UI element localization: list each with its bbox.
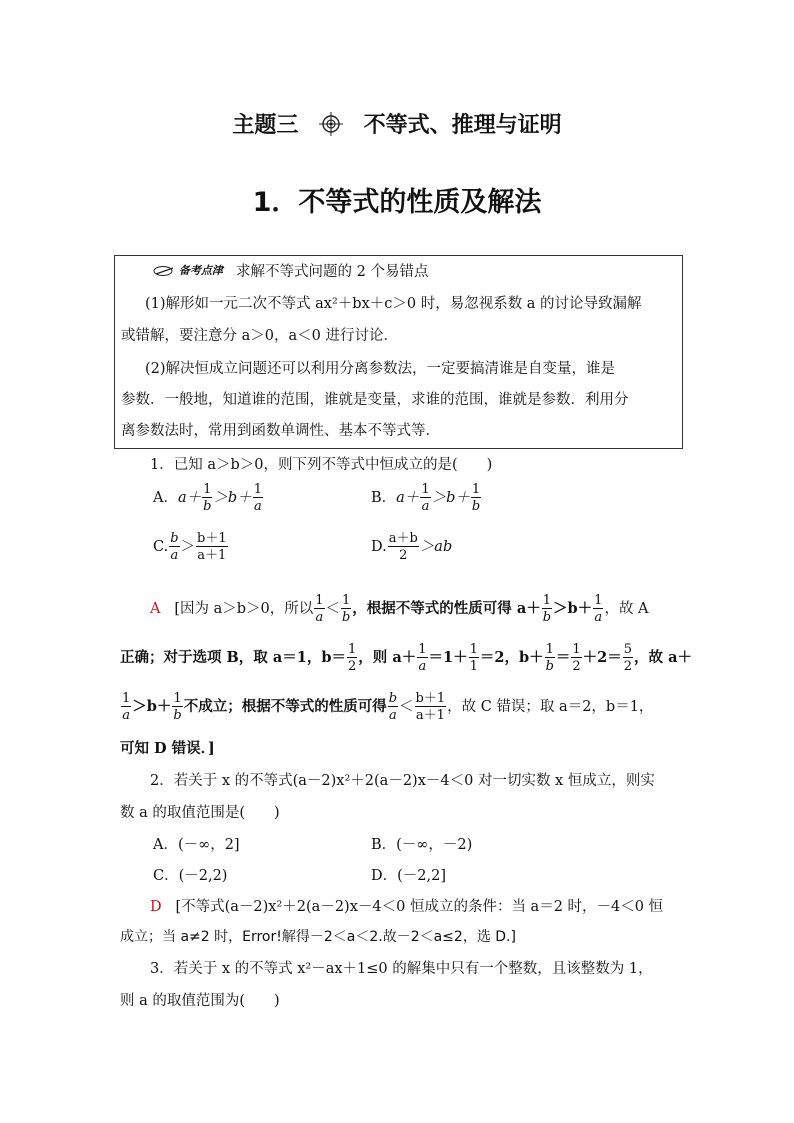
fraction: [341, 594, 351, 624]
math-var: a: [122, 708, 131, 723]
q1-explanation-line4: 可知 D 错误．]: [120, 740, 215, 757]
fraction: [469, 643, 479, 673]
math-var: a: [421, 499, 430, 514]
denominator: [172, 707, 182, 722]
denominator: 1: [469, 659, 478, 674]
numerator: 1: [421, 482, 430, 497]
denominator: [341, 609, 351, 624]
q3-stem-line2: 则 a 的取值范围为( ): [120, 993, 280, 1009]
q1-option-b: [371, 483, 482, 513]
denominator: [542, 609, 552, 624]
exp-text: ，故 a＋: [634, 649, 692, 666]
numerator: b＋1: [415, 691, 446, 706]
denominator: [420, 498, 430, 513]
notes-tag-text: 备考点津: [178, 264, 223, 277]
math-text: a＋: [396, 490, 420, 506]
exp-text: ，故 A: [604, 601, 649, 617]
math-text: ＞b＋: [213, 490, 252, 506]
fraction: [471, 483, 481, 513]
numerator: 5: [623, 642, 633, 657]
q2-explanation-line1: [150, 895, 663, 916]
numerator: 1: [471, 482, 481, 497]
exp-text: [不等式(a－2)x²＋2(a－2)x－4＜0 恒成立的条件：当 a＝2 时，－4＜0 恒: [175, 899, 664, 915]
exp-text: 不成立；根据不等式的性质可得: [183, 698, 387, 715]
pen-icon: [153, 265, 175, 277]
option-label: C.: [153, 539, 169, 555]
fraction: [202, 483, 212, 513]
option-label: B．: [371, 490, 397, 506]
math-text: ＞b＋: [431, 490, 470, 506]
numerator: 1: [173, 691, 182, 706]
fraction: [314, 594, 324, 624]
denominator: [169, 547, 179, 562]
q1-option-a: [153, 483, 264, 513]
numerator: 1: [542, 593, 552, 608]
numerator: 1: [253, 482, 262, 497]
exp-text: ，根据不等式的性质可得 a＋: [352, 600, 541, 617]
denominator: 2: [623, 659, 633, 674]
q1-option-d: [371, 532, 452, 562]
exp-text: ＞b＋: [553, 600, 593, 617]
fraction: [196, 532, 228, 562]
exp-text: ，故 C 错误；取 a＝2，b＝1，: [447, 699, 654, 715]
numerator: 1: [545, 642, 554, 657]
denominator: [417, 658, 427, 673]
denominator: [202, 498, 212, 513]
option-label: A．: [153, 490, 178, 506]
exp-text: ＝: [555, 649, 571, 666]
fraction: [415, 692, 447, 722]
numerator: b＋1: [197, 531, 227, 546]
notes-p2-line2: 参数．一般地，知道谁的范围，谁就是变量，求谁的范围，谁就是参数．利用分: [121, 392, 629, 408]
denominator: [593, 609, 603, 624]
exp-text: ，则 a＋: [358, 649, 417, 666]
numerator: 1: [342, 593, 351, 608]
fraction: [593, 594, 603, 624]
numerator: 1: [203, 482, 212, 497]
fraction: [542, 594, 552, 624]
exp-text: ＞b＋: [132, 698, 172, 715]
denominator: [121, 707, 131, 722]
fraction: [347, 643, 357, 673]
fraction: [169, 532, 179, 562]
fraction: [420, 483, 430, 513]
denominator: [253, 498, 263, 513]
option-label: D.: [371, 539, 387, 555]
exp-text: ＋2＝: [582, 649, 622, 666]
math-text: ＜: [325, 601, 341, 617]
math-text: ＞ab: [419, 539, 453, 555]
denominator: a＋1: [415, 708, 445, 723]
exp-text: 正确；对于选项 B，取 a＝1，b＝: [120, 649, 346, 666]
notes-p1-line2: 或错解，要注意分 a＞0，a＜0 进行讨论．: [121, 328, 398, 344]
exp-text: [因为 a＞b＞0，所以: [174, 601, 314, 617]
numerator: a＋b: [388, 531, 418, 546]
page-header: [0, 108, 794, 139]
q1-explanation-line3: [120, 692, 653, 722]
numerator: [388, 692, 398, 707]
target-icon: [318, 111, 344, 137]
fraction: [388, 692, 398, 722]
numerator: 1: [122, 691, 131, 706]
math-var: b: [542, 610, 552, 625]
section-title: 1．不等式的性质及解法: [252, 187, 542, 218]
denominator: 2: [572, 659, 581, 674]
math-var: b: [341, 610, 351, 625]
q2-explanation-line2: 成立；当 a≠2 时，Error!解得－2＜a＜2.故－2＜a≤2，选 D.]: [120, 929, 516, 945]
math-var: b: [173, 708, 182, 723]
fraction: [545, 643, 555, 673]
notes-heading: 求解不等式问题的 2 个易错点: [236, 264, 429, 280]
notes-p2-line3: 离参数法时，常用到函数单调性、基本不等式等．: [121, 423, 440, 439]
denominator: a＋1: [197, 548, 227, 563]
q2-answer: D: [150, 899, 162, 915]
notes-p2-line1: (2)解决恒成立问题还可以利用分离参数法，一定要搞清谁是自变量，谁是: [145, 361, 616, 377]
denominator: [471, 498, 481, 513]
numerator: 1: [347, 642, 357, 657]
math-text: ＞: [180, 539, 196, 555]
math-var: a: [253, 499, 262, 514]
denominator: [545, 658, 555, 673]
theme-label: 主题三: [232, 113, 299, 138]
math-var: a: [594, 610, 603, 625]
q1-option-c: [153, 532, 229, 562]
q1-stem: 1．已知 a＞b＞0，则下列不等式中恒成立的是( ): [150, 457, 493, 473]
math-var: b: [170, 531, 179, 546]
fraction: [253, 483, 263, 513]
numerator: [169, 532, 179, 547]
numerator: 1: [315, 593, 324, 608]
denominator: [388, 707, 398, 722]
math-text: a＋: [177, 490, 202, 506]
math-var: a: [418, 659, 427, 674]
theme-title: 不等式、推理与证明: [363, 113, 562, 138]
math-var: b: [471, 499, 481, 514]
fraction: [417, 643, 427, 673]
fraction: [571, 643, 581, 673]
q2-option-c: C．(－2,2): [153, 868, 228, 884]
q2-option-b: B．(－∞，－2): [371, 837, 473, 853]
math-var: b: [203, 499, 212, 514]
q2-stem-line2: 数 a 的取值范围是( ): [120, 805, 280, 821]
q1-answer: A: [150, 601, 161, 617]
denominator: 2: [399, 548, 408, 563]
numerator: 1: [418, 642, 427, 657]
q1-explanation-line1: [150, 594, 649, 624]
fraction: [388, 532, 419, 562]
denominator: [314, 609, 324, 624]
notes-p1-line1: (1)解形如一元二次不等式 ax²＋bx＋c＞0 时，易忽视系数 a 的讨论导致漏解: [145, 296, 642, 312]
fraction: [121, 692, 131, 722]
numerator: 1: [594, 593, 603, 608]
q2-option-d: D．(－2,2]: [371, 868, 446, 884]
math-var: b: [545, 659, 554, 674]
numerator: 1: [469, 642, 478, 657]
exp-text: ＝1＋: [428, 649, 468, 666]
notes-box: [114, 255, 683, 449]
q1-explanation-line2: [120, 643, 692, 673]
q2-option-a: A．(－∞，2]: [153, 837, 240, 853]
math-var: a: [170, 548, 179, 563]
math-var: a: [315, 610, 324, 625]
numerator: 1: [572, 642, 581, 657]
q3-stem-line1: 3．若关于 x 的不等式 x²－ax＋1≤0 的解集中只有一个整数，且该整数为 1，: [150, 961, 653, 977]
notes-tag: [153, 262, 223, 278]
denominator: 2: [347, 659, 357, 674]
exp-text: ＝2，b＋: [479, 649, 544, 666]
q2-stem-line1: 2．若关于 x 的不等式(a－2)x²＋2(a－2)x－4＜0 对一切实数 x 恒成立，则实: [150, 773, 655, 789]
fraction: [172, 692, 182, 722]
fraction: [623, 643, 633, 673]
math-text: ＜: [399, 699, 414, 715]
math-var: b: [388, 691, 398, 706]
math-var: a: [388, 708, 397, 723]
